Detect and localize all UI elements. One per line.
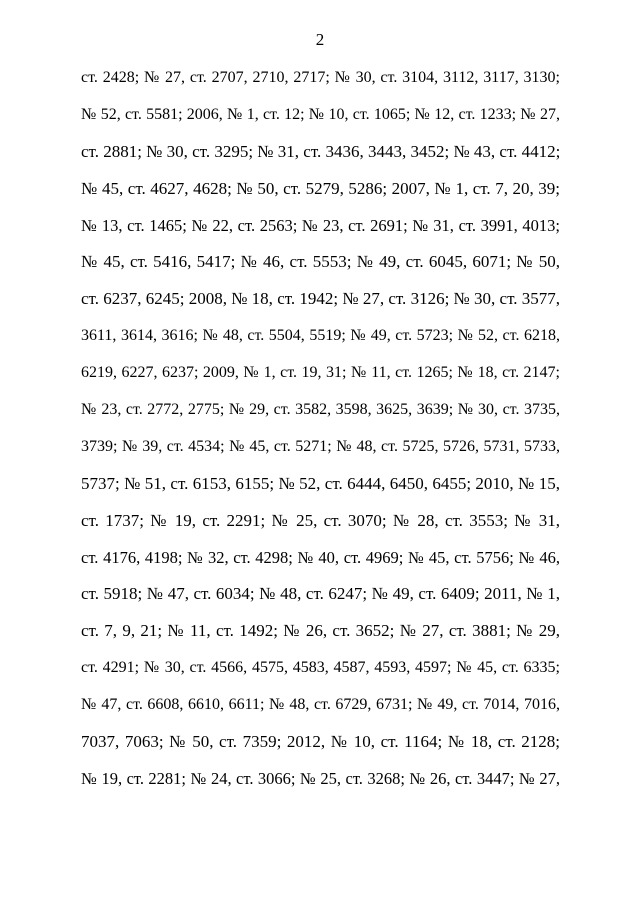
text-line: № 13, ст. 1465; № 22, ст. 2563; № 23, ст. 2691; № 31, ст. 3991, 4013; [81,215,560,235]
text-line: 6219, 6227, 6237; 2009, № 1, ст. 19, 31; № 11, ст. 1265; № 18, ст. 2147; [81,364,560,382]
body-text [81,65,560,803]
text-line: № 52, ст. 5581; 2006, № 1, ст. 12; № 10, ст. 1065; № 12, ст. 1233; № 27, [81,105,560,123]
text-line: 7037, 7063; № 50, ст. 7359; 2012, № 10, ст. 1164; № 18, ст. 2128; [81,732,560,752]
page-number: 2 [315,30,325,49]
text-line: ст. 7, 9, 21; № 11, ст. 1492; № 26, ст. 3652; № 27, ст. 3881; № 29, [81,621,560,641]
text-line: № 23, ст. 2772, 2775; № 29, ст. 3582, 3598, 3625, 3639; № 30, ст. 3735, [81,401,560,419]
text-line: 3739; № 39, ст. 4534; № 45, ст. 5271; № 48, ст. 5725, 5726, 5731, 5733, [81,437,560,455]
text-line: № 47, ст. 6608, 6610, 6611; № 48, ст. 6729, 6731; № 49, ст. 7014, 7016, [81,696,560,714]
text-line: № 45, ст. 4627, 4628; № 50, ст. 5279, 5286; 2007, № 1, ст. 7, 20, 39; [81,178,560,198]
text-line: ст. 4176, 4198; № 32, ст. 4298; № 40, ст. 4969; № 45, ст. 5756; № 46, [81,547,560,567]
text-line: ст. 6237, 6245; 2008, № 18, ст. 1942; № 27, ст. 3126; № 30, ст. 3577, [81,289,560,309]
text-line: ст. 2881; № 30, ст. 3295; № 31, ст. 3436, 3443, 3452; № 43, ст. 4412; [81,141,560,161]
text-line: 3611, 3614, 3616; № 48, ст. 5504, 5519; № 49, ст. 5723; № 52, ст. 6218, [81,327,560,345]
text-line: ст. 1737; № 19, ст. 2291; № 25, ст. 3070; № 28, ст. 3553; № 31, [81,510,560,530]
text-line: 5737; № 51, ст. 6153, 6155; № 52, ст. 6444, 6450, 6455; 2010, № 15, [81,473,560,493]
text-line: № 45, ст. 5416, 5417; № 46, ст. 5553; № 49, ст. 6045, 6071; № 50, [81,252,560,272]
text-line: ст. 4291; № 30, ст. 4566, 4575, 4583, 4587, 4593, 4597; № 45, ст. 6335; [81,659,560,677]
text-line: ст. 2428; № 27, ст. 2707, 2710, 2717; № 30, ст. 3104, 3112, 3117, 3130; [81,69,560,86]
text-line: № 19, ст. 2281; № 24, ст. 3066; № 25, ст. 3268; № 26, ст. 3447; № 27, [81,768,560,788]
text-line: ст. 5918; № 47, ст. 6034; № 48, ст. 6247; № 49, ст. 6409; 2011, № 1, [81,584,560,604]
